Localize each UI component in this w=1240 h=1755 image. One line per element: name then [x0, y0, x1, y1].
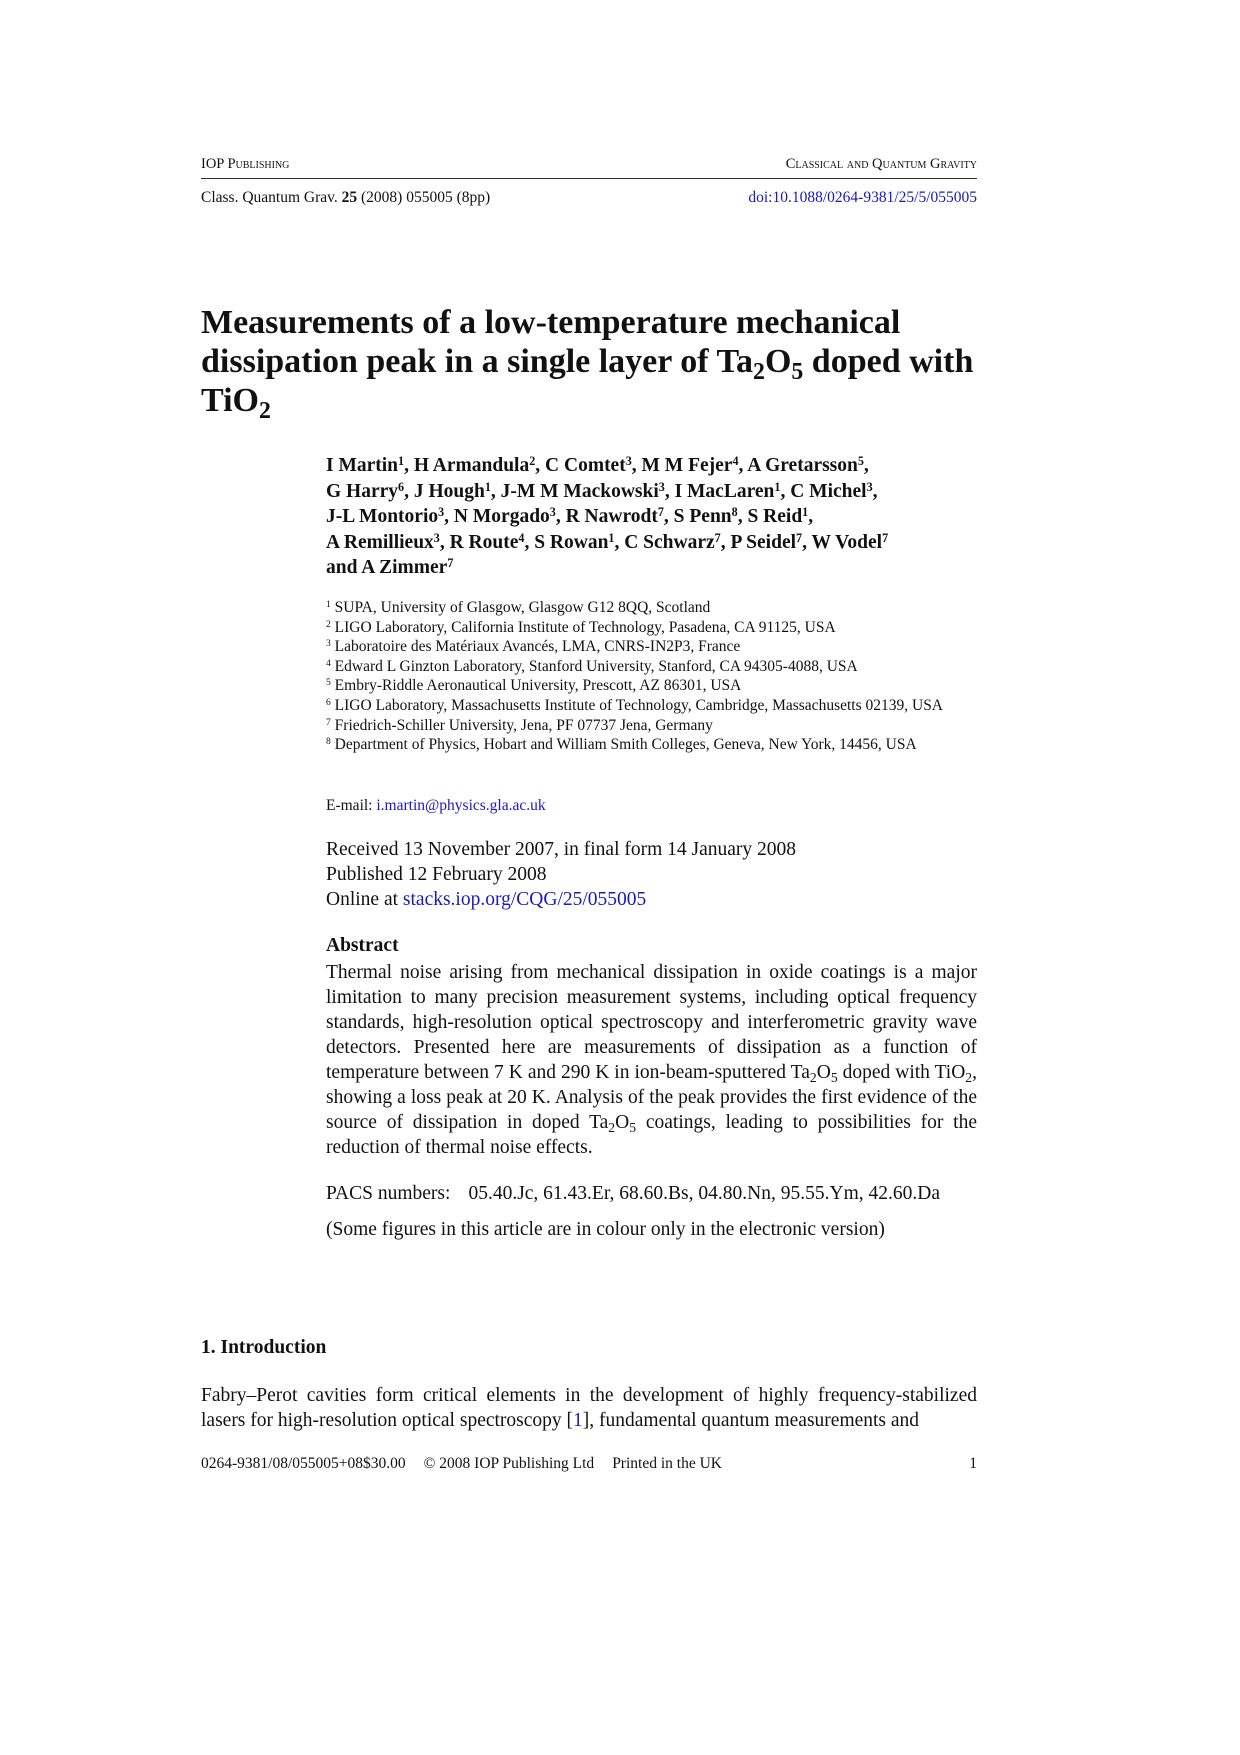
author: I Martin$^1$, — [326, 453, 414, 476]
published-date: Published 12 February 2008 — [326, 864, 547, 885]
title-part: doped with — [803, 343, 974, 380]
affiliation: $^8$ Department of Physics, Hobart and William Smith Colleges, Geneva, New York, 14456, USA — [326, 736, 917, 754]
affiliation: $^4$ Edward L Ginzton Laboratory, Stanford University, Stanford, CA 94305-4088, USA — [326, 657, 858, 675]
affiliation: $^6$ LIGO Laboratory, Massachusetts Institute of Technology, Cambridge, Massachusetts 02139, USA — [326, 696, 944, 714]
publisher-name: IOP Publishing — [201, 156, 290, 172]
affiliation: $^2$ LIGO Laboratory, California Institute of Technology, Pasadena, CA 91125, USA — [326, 618, 836, 636]
title-part: Measurements of a low-temperature mechanical — [201, 304, 901, 341]
title-part: O — [764, 343, 792, 380]
affiliation: $^7$ Friedrich-Schiller University, Jena, PF 07737 Jena, Germany — [326, 716, 713, 734]
author: and A Zimmer$^7$ — [326, 555, 454, 578]
author: C Michel$^3$, — [790, 479, 878, 502]
footer-issn: 0264-9381/08/055005+08$30.00 — [201, 1455, 406, 1472]
author: R Route$^4$, — [449, 530, 535, 553]
email-line — [326, 797, 546, 815]
pacs-label: PACS numbers: — [326, 1183, 451, 1204]
journal-name: Classical and Quantum Gravity — [785, 156, 977, 172]
doi-link[interactable]: doi:10.1088/0264-9381/25/5/055005 — [748, 189, 977, 206]
citation-line — [201, 189, 490, 207]
abstract-heading: Abstract — [326, 935, 399, 956]
author: J Hough$^1$, — [413, 479, 501, 502]
author: A Gretarsson$^5$, — [747, 453, 869, 476]
online-label: Online at — [326, 889, 399, 910]
affiliation: $^3$ Laboratoire des Matériaux Avancés, LMA, CNRS-IN2P3, France — [326, 638, 741, 656]
author: G Harry$^6$, — [326, 479, 414, 502]
online-link[interactable]: stacks.iop.org/CQG/25/055005 — [402, 889, 647, 910]
affiliation: $^5$ Embry-Riddle Aeronautical University, Prescott, AZ 86301, USA — [326, 677, 742, 695]
footer-copyright: © 2008 IOP Publishing Ltd — [423, 1455, 595, 1472]
footer-printed: Printed in the UK — [612, 1455, 722, 1472]
footer-info — [201, 1455, 722, 1473]
citation-prefix: Class. Quantum Grav. — [201, 189, 338, 206]
citation-link[interactable]: 1 — [573, 1410, 583, 1431]
affiliation: $^1$ SUPA, University of Glasgow, Glasgow G12 8QQ, Scotland — [326, 599, 711, 616]
citation-volume: 25 — [341, 189, 358, 206]
author: I MacLaren$^1$, — [674, 479, 791, 502]
author: R Nawrodt$^7$, — [565, 504, 674, 527]
pacs-line — [326, 1183, 940, 1205]
affiliation-list — [326, 598, 986, 755]
publication-dates — [326, 837, 796, 912]
received-date: Received 13 November 2007, in final form 14 January 2008 — [326, 839, 797, 860]
author: J-M M Mackowski$^3$, — [500, 479, 675, 502]
paper-title — [201, 303, 991, 425]
title-subscript: 2 — [753, 359, 765, 386]
author: H Armandula$^2$, — [413, 453, 546, 476]
email-link[interactable]: i.martin@physics.gla.ac.uk — [376, 797, 546, 814]
author: S Penn$^8$, — [673, 504, 748, 527]
author: C Comtet$^3$, — [545, 453, 642, 476]
title-subscript: 2 — [258, 398, 271, 425]
author: P Seidel$^7$, — [730, 530, 812, 553]
author: C Schwarz$^7$, — [624, 530, 731, 553]
header-rule — [201, 178, 977, 179]
author-list — [326, 453, 976, 581]
author: J-L Montorio$^3$, — [326, 504, 454, 527]
author: M M Fejer$^4$, — [641, 453, 748, 476]
title-part: dissipation peak in a single layer of Ta — [201, 343, 754, 380]
abstract-text: Thermal noise arising from mechanical dissipation in oxide coatings is a major limitation to many precision measurement systems, including optical frequency standards, high-resolution optical spectroscopy and interferometric gravity wave detectors. Presented here are measurements of dissipation as a function of temperature between 7 K and 290 K in ion-beam-sputtered $Ta_2O_5$ doped with TiO$_2$, showing a loss peak at 20 K. Analysis of the peak provides the first evidence of the source of dissipation in doped $Ta_2O_5$ coatings, leading to possibilities for the reduction of thermal noise effects. — [326, 962, 977, 1158]
author: W Vodel$^7$ — [811, 530, 889, 553]
author: S Reid$^1$, — [747, 504, 814, 527]
title-subscript: 5 — [791, 359, 804, 386]
introduction-text: Fabry–Perot cavities form critical elements in the development of highly frequency-stabilized lasers for high-resolution optical spectroscopy [1], fundamental quantum measurements and — [201, 1385, 977, 1431]
title-part: TiO — [201, 382, 259, 419]
author: S Rowan$^1$, — [534, 530, 625, 553]
citation-suffix: (2008) 055005 (8pp) — [361, 189, 491, 206]
colour-note: (Some figures in this article are in colour only in the electronic version) — [326, 1219, 885, 1240]
author: A Remillieux$^3$, — [326, 530, 450, 553]
page-number: 1 — [969, 1455, 977, 1472]
email-label: E-mail: — [326, 797, 373, 814]
pacs-values: 05.40.Jc, 61.43.Er, 68.60.Bs, 04.80.Nn, 95.55.Ym, 42.60.Da — [468, 1183, 940, 1204]
author: N Morgado$^3$, — [453, 504, 566, 527]
section-heading: 1. Introduction — [201, 1337, 327, 1358]
